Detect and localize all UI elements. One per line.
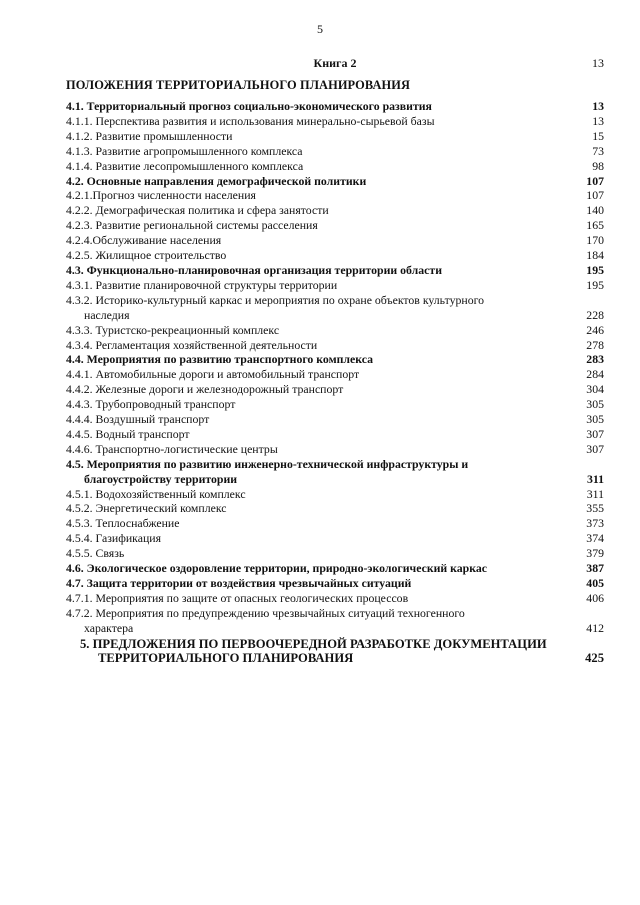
toc-entry-page: 311 — [586, 486, 604, 501]
toc-entry-title: 4.5.5. Связь — [66, 546, 125, 561]
toc-entry-page: 140 — [586, 203, 604, 218]
toc-entry — [66, 323, 604, 338]
toc-entry — [66, 159, 604, 174]
toc-entry-title: 5. ПРЕДЛОЖЕНИЯ ПО ПЕРВООЧЕРЕДНОЙ РАЗРАБОТКЕ ДОКУМЕНТАЦИИ — [80, 636, 547, 651]
toc-entry-page: 228 — [586, 307, 604, 322]
toc-entry-page: 278 — [586, 337, 604, 352]
toc-entry-page: 379 — [586, 546, 604, 561]
toc-entry — [66, 144, 604, 159]
toc-entry-title: 4.5.4. Газификация — [66, 531, 162, 546]
toc-entry — [66, 531, 604, 546]
toc-entry — [66, 263, 604, 278]
toc-entry-title: 4.2.2. Демографическая политика и сфера занятости — [66, 203, 329, 218]
toc-entry-title: 4.4. Мероприятия по развитию транспортного комплекса — [66, 352, 374, 367]
toc-entry-continuation: благоустройству территории — [84, 471, 238, 486]
toc-entry-page: 307 — [586, 426, 604, 441]
toc-entry-page: 425 — [585, 651, 604, 666]
toc-entry-title: 4.2.5. Жилищное строительство — [66, 248, 227, 263]
book-page-number: 13 — [592, 56, 604, 70]
toc-entry-title: 4.4.4. Воздушный транспорт — [66, 412, 210, 427]
toc-entry — [66, 487, 604, 502]
toc-entry-page: 307 — [586, 441, 604, 456]
toc-entry-title: 4.3.4. Регламентация хозяйственной деятельности — [66, 337, 318, 352]
toc-entry — [66, 457, 604, 487]
toc-entry-page: 283 — [586, 352, 604, 367]
toc-entry-page: 373 — [586, 516, 604, 531]
toc-entry-page: 13 — [592, 113, 604, 128]
toc-entry-page: 195 — [586, 262, 604, 277]
toc-entry-title: 4.7. Защита территории от воздействия чрезвычайных ситуаций — [66, 576, 412, 590]
toc-entry-page: 15 — [592, 128, 604, 143]
toc-entry-title: 4.4.6. Транспортно-логистические центры — [66, 441, 278, 456]
toc-entry-page: 170 — [586, 233, 604, 248]
toc-entry — [66, 278, 604, 293]
toc-entry — [66, 293, 604, 323]
toc-entry-title: 4.5.2. Энергетический комплекс — [66, 501, 227, 516]
toc-entry — [66, 203, 604, 218]
toc-entry-title: 4.3.3. Туристско-рекреационный комплекс — [66, 322, 280, 337]
toc-entry-page: 195 — [586, 277, 604, 292]
toc-entry-page: 311 — [586, 471, 604, 486]
toc-entry-page: 13 — [592, 99, 604, 113]
toc-entry — [66, 382, 604, 397]
toc-entry-title: 4.4.5. Водный транспорт — [66, 426, 190, 441]
toc-entry — [66, 397, 604, 412]
toc-entry-page: 305 — [586, 397, 604, 412]
toc-entry — [66, 338, 604, 353]
toc-entry — [66, 367, 604, 382]
toc-entry — [66, 516, 604, 531]
toc-entry — [66, 412, 604, 427]
toc-entry-page: 73 — [592, 143, 604, 158]
toc-entry — [66, 248, 604, 263]
toc-entry-title: 4.5.3. Теплоснабжение — [66, 516, 180, 531]
toc-entry-title: 4.4.1. Автомобильные дороги и автомобильный транспорт — [66, 367, 360, 382]
toc-entry-continuation: характера — [84, 620, 134, 635]
toc-entry-page: 246 — [586, 322, 604, 337]
toc-entry-page: 107 — [586, 173, 604, 188]
toc-entry-title: 4.3.1. Развитие планировочной структуры территории — [66, 277, 338, 292]
toc-entry — [66, 174, 604, 189]
toc-entry-page: 405 — [586, 576, 604, 590]
toc-entry — [66, 546, 604, 561]
toc-entry — [66, 233, 604, 248]
toc-entry-page: 107 — [586, 188, 604, 203]
toc-entry-title: 4.1.1. Перспектива развития и использования минерально-сырьевой базы — [66, 113, 435, 128]
toc-entry — [66, 442, 604, 457]
toc-entry-page: 355 — [586, 501, 604, 516]
toc-entry-page: 412 — [586, 620, 604, 635]
toc-entry-page: 406 — [586, 590, 604, 605]
toc-entry-page: 304 — [586, 382, 604, 397]
toc-entry — [66, 427, 604, 442]
toc-entry-page: 98 — [592, 158, 604, 173]
toc-entry-title: 4.4.3. Трубопроводный транспорт — [66, 397, 236, 412]
toc-entry-title: 4.2. Основные направления демографической политики — [66, 173, 367, 188]
toc-entry-title: 4.2.4.Обслуживание населения — [66, 233, 222, 248]
toc-entry-title: 4.4.2. Железные дороги и железнодорожный транспорт — [66, 382, 344, 397]
toc-entry — [66, 129, 604, 144]
toc-entry — [66, 99, 604, 114]
toc-entry-page: 374 — [586, 531, 604, 546]
toc-entry — [66, 576, 604, 591]
page-number: 5 — [317, 22, 323, 36]
book-row — [66, 56, 604, 72]
toc-entry — [66, 501, 604, 516]
toc-entry-title: 4.7.1. Мероприятия по защите от опасных геологических процессов — [66, 590, 409, 605]
toc-entry — [66, 606, 604, 636]
toc-entry-page: 387 — [586, 561, 604, 576]
toc-entry-continuation: наследия — [84, 307, 130, 322]
toc-entry-title: 4.2.3. Развитие региональной системы расселения — [66, 218, 318, 233]
toc-entry-page: 184 — [586, 248, 604, 263]
toc-entry — [66, 352, 604, 367]
toc-entry-continuation: ТЕРРИТОРИАЛЬНОГО ПЛАНИРОВАНИЯ — [98, 651, 354, 666]
toc-entry-title: 4.2.1.Прогноз численности населения — [66, 188, 256, 203]
toc-entry — [66, 188, 604, 203]
section-heading: ПОЛОЖЕНИЯ ТЕРРИТОРИАЛЬНОГО ПЛАНИРОВАНИЯ — [66, 78, 411, 92]
toc-final-entry — [66, 637, 604, 666]
toc-entry — [66, 591, 604, 606]
toc-entry-title: 4.1.3. Развитие агропромышленного комплекса — [66, 143, 303, 158]
toc-entry-page: 284 — [586, 367, 604, 382]
toc-entry-title: 4.1.2. Развитие промышленности — [66, 128, 233, 143]
toc-entry — [66, 218, 604, 233]
book-title: Книга 2 — [313, 56, 357, 70]
toc-entry-title: 4.3. Функционально-планировочная организация территории области — [66, 262, 442, 277]
toc-entry-page: 305 — [586, 412, 604, 427]
toc-entry-title: 4.1.4. Развитие лесопромышленного комплекса — [66, 158, 304, 173]
toc-entry-title: 4.6. Экологическое оздоровление территории, природно-экологический каркас — [66, 561, 488, 576]
toc-entry — [66, 561, 604, 576]
table-of-contents — [66, 99, 604, 666]
toc-entry-title: 4.5.1. Водохозяйственный комплекс — [66, 486, 246, 501]
toc-entry-title: 4.5. Мероприятия по развитию инженерно-технической инфраструктуры и — [66, 456, 469, 471]
toc-entry-title: 4.3.2. Историко-культурный каркас и мероприятия по охране объектов культурного — [66, 292, 485, 307]
toc-entry-page: 165 — [586, 218, 604, 233]
toc-entry-title: 4.7.2. Мероприятия по предупреждению чрезвычайных ситуаций техногенного — [66, 605, 465, 620]
toc-entry-title: 4.1. Территориальный прогноз социально-экономического развития — [66, 99, 432, 113]
toc-entry — [66, 114, 604, 129]
